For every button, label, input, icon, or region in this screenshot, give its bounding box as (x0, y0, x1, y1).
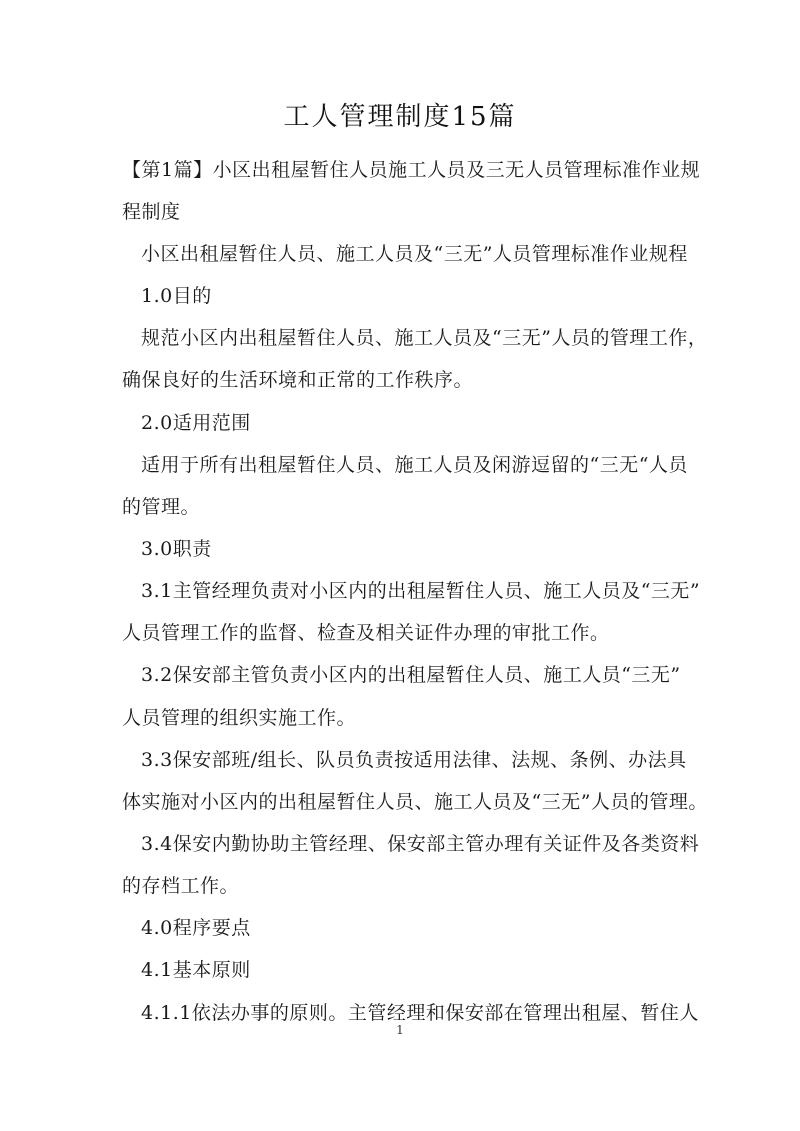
paragraph-line: 4.1基本原则 (141, 959, 251, 981)
paragraph-line: 3.0职责 (141, 538, 212, 560)
paragraph-line: 人员管理的组织实施工作。 (122, 707, 357, 729)
document-title: 工人管理制度15篇 (283, 102, 517, 132)
paragraph-line: 的存档工作。 (122, 875, 240, 897)
paragraph-line: 3.1主管经理负责对小区内的出租屋暂住人员、施工人员及“三无” (141, 580, 701, 602)
paragraph-line: 4.1.1依法办事的原则。主管经理和保安部在管理出租屋、暂住人 (141, 1002, 699, 1024)
paragraph-line: 规范小区内出租屋暂住人员、施工人员及“三无”人员的管理工作， (141, 327, 708, 349)
paragraph-line: 3.4保安内勤协助主管经理、保安部主管办理有关证件及各类资料 (141, 833, 700, 855)
paragraph-line: 人员管理工作的监督、检查及相关证件办理的审批工作。 (122, 622, 610, 644)
paragraph-line: 体实施对小区内的出租屋暂住人员、施工人员及“三无”人员的管理。 (122, 791, 708, 813)
paragraph-line: 3.2保安部主管负责小区内的出租屋暂住人员、施工人员“三无” (141, 664, 681, 686)
paragraph-line: 2.0适用范围 (141, 412, 251, 434)
paragraph-line: 小区出租屋暂住人员、施工人员及“三无”人员管理标准作业规程 (141, 243, 688, 265)
paragraph-line: 程制度 (122, 201, 181, 223)
paragraph-line: 确保良好的生活环境和正常的工作秩序。 (122, 369, 474, 391)
paragraph-line: 4.0程序要点 (141, 917, 251, 939)
paragraph-line: 1.0目的 (141, 285, 212, 307)
paragraph-line: 的管理。 (122, 496, 201, 518)
paragraph-line: 【第1篇】小区出租屋暂住人员施工人员及三无人员管理标准作业规 (122, 159, 701, 181)
page-number: 1 (396, 1023, 404, 1037)
paragraph-line: 适用于所有出租屋暂住人员、施工人员及闲游逗留的“三无“人员 (141, 454, 688, 476)
paragraph-line: 3.3保安部班/组长、队员负责按适用法律、法规、条例、办法具 (141, 749, 687, 771)
